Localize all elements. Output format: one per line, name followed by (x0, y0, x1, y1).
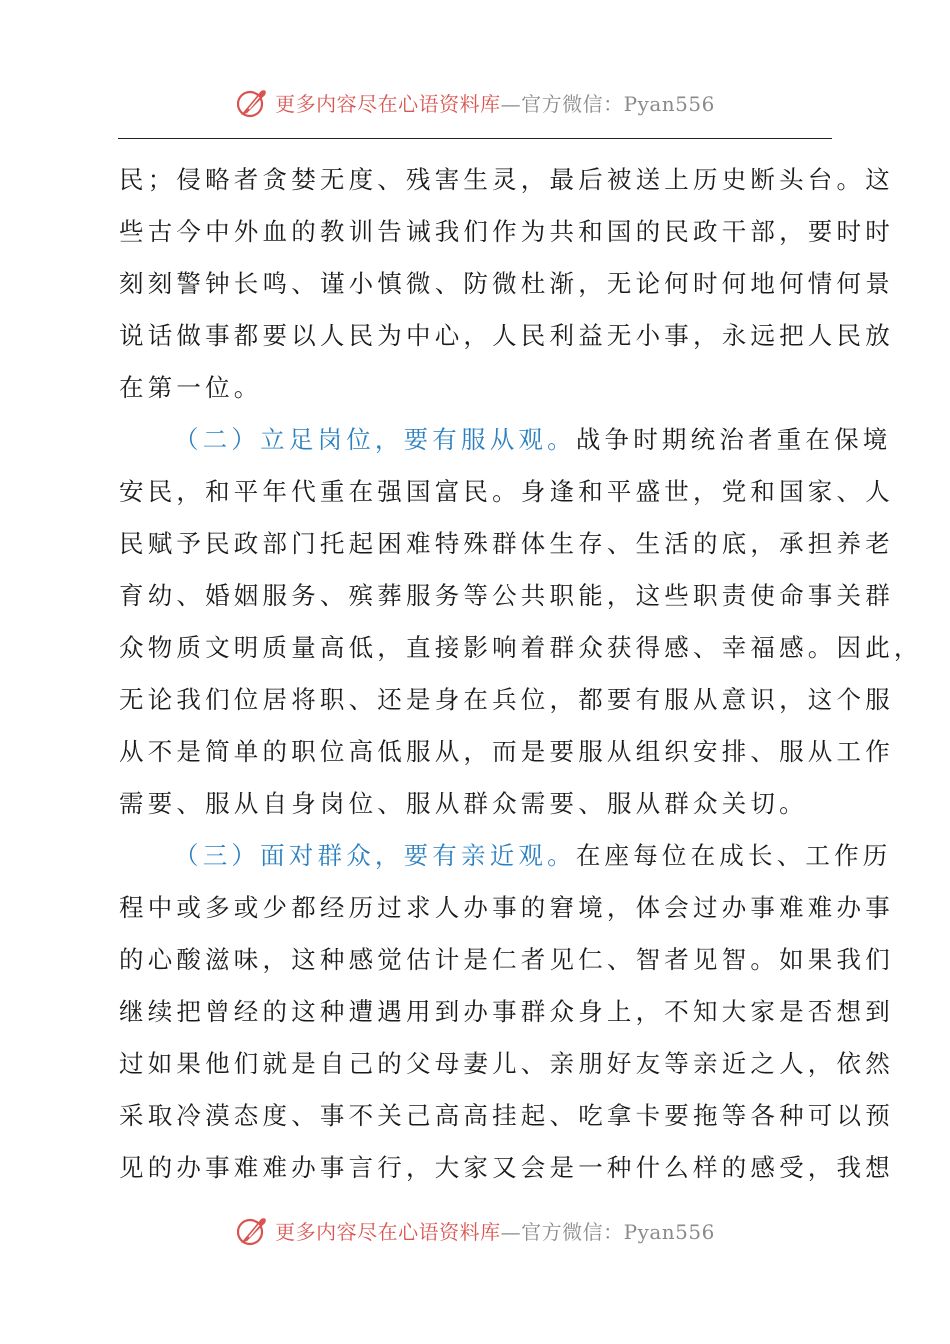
footer-banner (0, 1210, 950, 1250)
text-line: 需要、服从自身岗位、服从群众需要、服从群众关切。 (119, 789, 808, 818)
header-banner-text (275, 88, 715, 117)
section-3-first-line (119, 830, 892, 882)
text-line: 说话做事都要以人民为中心，人民利益无小事，永远把人民放 (119, 321, 894, 350)
text-line: 安民，和平年代重在强国富民。身逢和平盛世，党和国家、人 (119, 477, 894, 506)
text-line: 程中或多或少都经历过求人办事的窘境，体会过办事难难办事 (119, 893, 894, 922)
text-line: 民赋予民政部门托起困难特殊群体生存、生活的底，承担养老 (119, 529, 894, 558)
footer-banner-wechat: 官方微信：Pyan556 (521, 1219, 715, 1244)
header-banner-wechat: 官方微信：Pyan556 (521, 91, 715, 116)
quill-logo-icon (235, 85, 269, 119)
header-banner (0, 82, 950, 122)
text-line: 些古今中外血的教训告诫我们作为共和国的民政干部，要时时 (119, 217, 894, 246)
text-line: 无论我们位居将职、还是身在兵位，都要有服从意识，这个服 (119, 685, 894, 714)
quill-logo-icon (235, 1213, 269, 1247)
text-line: 过如果他们就是自己的父母妻儿、亲朋好友等亲近之人，依然 (119, 1049, 894, 1078)
header-divider (118, 138, 832, 139)
text-line: 见的办事难难办事言行，大家又会是一种什么样的感受，我想 (119, 1153, 894, 1182)
text-line: 育幼、婚姻服务、殡葬服务等公共职能，这些职责使命事关群 (119, 581, 894, 610)
footer-banner-separator: — (500, 1219, 522, 1244)
text-line: 采取冷漠态度、事不关己高高挂起、吃拿卡要拖等各种可以预 (119, 1101, 894, 1130)
section-3 (119, 830, 894, 1194)
section-3-heading: （三）面对群众，要有亲近观。 (174, 841, 576, 870)
text-line: 刻刻警钟长鸣、谨小慎微、防微杜渐，无论何时何地何情何景 (119, 269, 894, 298)
text-line: 的心酸滋味，这种感觉估计是仁者见仁、智者见智。如果我们 (119, 945, 894, 974)
section-2-heading: （二）立足岗位，要有服从观。 (174, 425, 576, 454)
footer-banner-main: 更多内容尽在心语资料库 (275, 1219, 501, 1244)
paragraph-1 (119, 154, 894, 414)
header-banner-main: 更多内容尽在心语资料库 (275, 91, 501, 116)
section-3-first-text: 在座每位在成长、工作历 (575, 841, 892, 870)
section-2-first-line (119, 414, 892, 466)
text-line: 民；侵略者贪婪无度、残害生灵，最后被送上历史断头台。这 (119, 165, 894, 194)
text-line: 从不是简单的职位高低服从，而是要服从组织安排、服从工作 (119, 737, 894, 766)
header-banner-separator: — (500, 91, 522, 116)
section-2 (119, 414, 923, 830)
text-line: 在第一位。 (119, 373, 263, 402)
document-body (119, 154, 923, 1194)
text-line: 继续把曾经的这种遭遇用到办事群众身上，不知大家是否想到 (119, 997, 894, 1026)
section-2-first-text: 战争时期统治者重在保境 (575, 425, 892, 454)
text-line: 众物质文明质量高低，直接影响着群众获得感、幸福感。因此， (119, 633, 923, 662)
footer-banner-text (275, 1216, 715, 1245)
